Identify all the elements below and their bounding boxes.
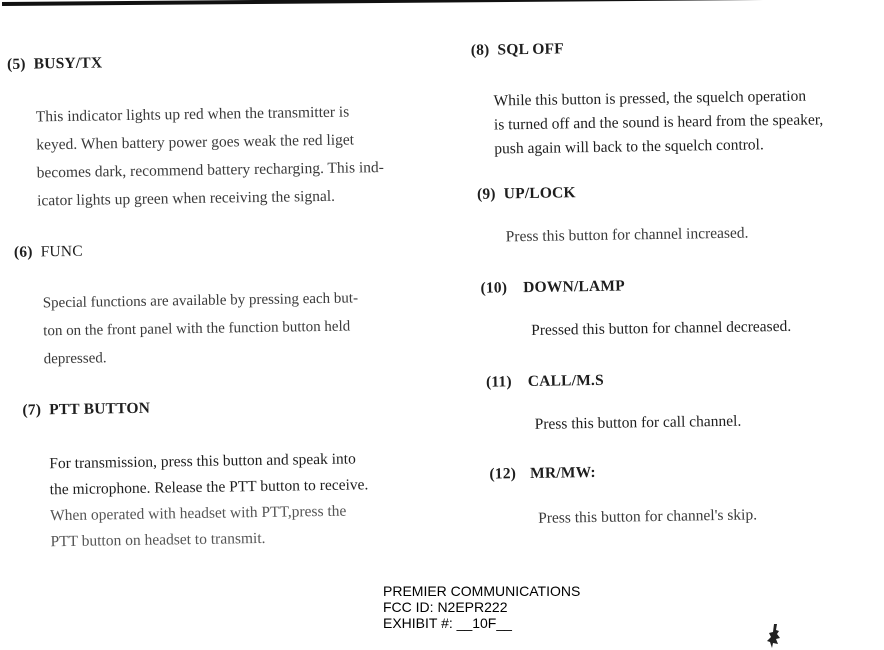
section-10-body (531, 313, 791, 345)
body-line: Press this button for channel's skip. (538, 506, 758, 527)
section-title: PTT BUTTON (48, 399, 151, 419)
section-title: MR/MW: (529, 463, 596, 482)
section-12-body (538, 501, 757, 532)
body-line: ton on the front panel with the function button held (43, 318, 351, 340)
section-number: (7) (22, 401, 42, 419)
section-number: (5) (6, 55, 26, 73)
section-6-heading (14, 243, 83, 262)
section-9-body (506, 220, 749, 252)
section-number: (10) (480, 279, 508, 297)
section-8-body (493, 84, 823, 161)
section-8-heading (471, 40, 564, 59)
body-line: depressed. (43, 350, 107, 368)
body-line: becomes dark, recommend battery recharging. This ind- (36, 158, 385, 182)
section-10-heading (480, 277, 625, 297)
body-line: Press this button for call channel. (534, 412, 742, 433)
exhibit-number: EXHIBIT #: __10F__ (383, 615, 512, 631)
body-line: push again will back to the squelch control. (494, 136, 764, 158)
body-line: is turned off and the sound is heard from the speaker, (493, 111, 824, 134)
section-number: (8) (470, 41, 490, 59)
section-7-body (49, 446, 369, 555)
body-line: Pressed this button for channel decreased. (531, 317, 792, 339)
body-line: keyed. When battery power goes weak the red liget (36, 131, 355, 154)
section-7-heading (22, 400, 150, 420)
top-rule (2, 0, 860, 6)
section-12-heading (489, 464, 596, 484)
section-title: FUNC (40, 242, 83, 261)
body-line: icator lights up green when receiving the signal. (37, 187, 336, 210)
section-number: (9) (476, 185, 496, 203)
section-11-body (534, 408, 741, 439)
section-number: (6) (13, 243, 33, 261)
section-11-heading (486, 372, 604, 392)
section-6-body (43, 284, 360, 373)
section-number: (12) (489, 465, 517, 483)
body-line: PTT button on headset to transmit. (50, 529, 266, 551)
scan-artifact-icon (764, 622, 786, 650)
section-title: BUSY/TX (33, 54, 103, 73)
section-5-heading (7, 54, 103, 73)
section-title: UP/LOCK (503, 184, 576, 203)
section-5-body (36, 98, 385, 215)
exhibit-stamp (383, 583, 580, 631)
company-name: PREMIER COMMUNICATIONS (383, 583, 581, 599)
fcc-id: FCC ID: N2EPR222 (383, 599, 508, 615)
body-line: Press this button for channel increased. (505, 224, 749, 246)
section-title: CALL/M.S (527, 371, 605, 391)
section-9-heading (477, 184, 576, 204)
body-line: While this button is pressed, the squelch operation (493, 87, 807, 110)
body-line: the microphone. Release the PTT button to receive. (49, 476, 369, 499)
body-line: Special functions are available by pressing each but- (42, 290, 359, 312)
body-line: For transmission, press this button and speak into (49, 450, 356, 473)
body-line: This indicator lights up red when the transmitter is (35, 103, 350, 126)
section-title: DOWN/LAMP (523, 277, 625, 297)
section-number: (11) (485, 373, 512, 391)
body-line: When operated with headset with PTT,press the (49, 502, 347, 525)
section-title: SQL OFF (497, 40, 565, 59)
